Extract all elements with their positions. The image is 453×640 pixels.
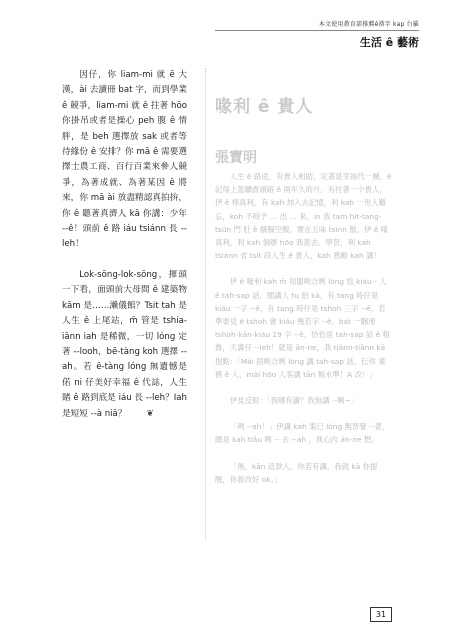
ornament-icon: ❦: [146, 408, 154, 419]
column-divider: [205, 68, 206, 540]
left-paragraph-1: 因仔，你 liam-mi 就 ê 大漢，ài 去讀冊 bat 字，而到學業 ê 競爭，liam-mi 就 ê 拄著 hōo 你掛吊或者是操心 peh 腹 ê 情胖，是 beh 選擇放 sak 或者等待緣份 ê 安排？你 mā ê 需要選擇士農工商、百行百業來參人競爭，為著成就、為著某因 ê 將來，你 mā ài 放盡精認真拍拚，你 ê 聽著真濟人 kā 你講：少年 --ê！頭前 ê 路 iáu tsiánn 長 --leh！: [62, 70, 187, 250]
article-title: 喙利 ê 貴人: [215, 97, 314, 117]
article-paragraph: 「無，kān 這款人，你若有講，我就 kā 你提醒，你着改好 ok。」: [215, 461, 378, 484]
left-paragraph-2: [62, 268, 187, 422]
article-body: [215, 170, 392, 499]
header-note: 本文使用教育部推薦ê漢字 kap 台羅: [318, 21, 419, 28]
article-paragraph: 「咧 --ah！」伊講 kah 案已 lóng 無智覺 --著，總是 kah tiâu 咧 -- 去 --ah ，我心內 ān-ne 想。: [215, 422, 390, 445]
section-title: 生活 ê 藝術: [359, 36, 419, 49]
left-paragraph-2-text: Lok-sōng-lok-sōng，揮頭一下看，面頭前大母間 ê 建築物 kām 是……瀨儀館？Tsit tah 是人生 ê 上尾站，m̄ 管是 tshia-iānn iah 是稀微，一切 lóng 定著 --looh，bē-tàng koh 選擇 --ah。若 ē-tàng lóng 無遺憾是偌 ni 仔美好幸福 ê 代誌，人生賭 ê 路到底是 iáu 長 --leh？Iah 是短短 --à niā？: [62, 269, 187, 419]
article-paragraph: 人生 ê 路途，有貴人相助，定著是幸福代一層，ê 記得上蓋驕貴頭路 ê 兩年久的月，有拄著一个貴人，伊 ê 棒真利，有 kah 加入去記憶，利 kah 一世人難忘，koh 不時予 … 出 … 來，in 我 tam hit-tang-tsūn 門 肚 ê 餓腸空腹，實在五味 tsìnn 散。伊 ê 喙真利，利 kah 個辦 hōo 我蓋去、學習，利 kah tsiánn 省 tsit 段人生 ê 貴人，kah 感動 kah 講！: [215, 172, 392, 261]
header-rule: [215, 30, 419, 31]
page-number: 31: [370, 607, 392, 622]
article-author: 張寶明: [215, 150, 257, 166]
article-paragraph: 伊 ê 喙利 kah m̄ 知閣咧合咧 lóng 尬 kiáu-- 人 ê tah-sap 話，閣講人 tu 拍 kā，有 tang 時仔是 kiáu 一字 --ê，有 tang 時仔是 tshoh 三字 --ê，若準要見 ê tshoh 會 kiáu 幾若字 --ê，bat 一睏連 tshoh-kān-kiáu 19 字 --ê，恰恰是 tah-sap 話 ê 粗魯，天壽仔 --leh！就是 ān-ne，我 tiānn-tiānn kā 提點：「Mài 固咧合咧 lóng 講 tah-sap 話，伝你 業務 ê 人，mài hōo 人客講 tān 無水準！A 改！」: [215, 277, 390, 379]
left-column: [62, 68, 187, 422]
article-paragraph: 伊見反駁：「我哪有講？我無講 --啊~」: [229, 396, 359, 406]
